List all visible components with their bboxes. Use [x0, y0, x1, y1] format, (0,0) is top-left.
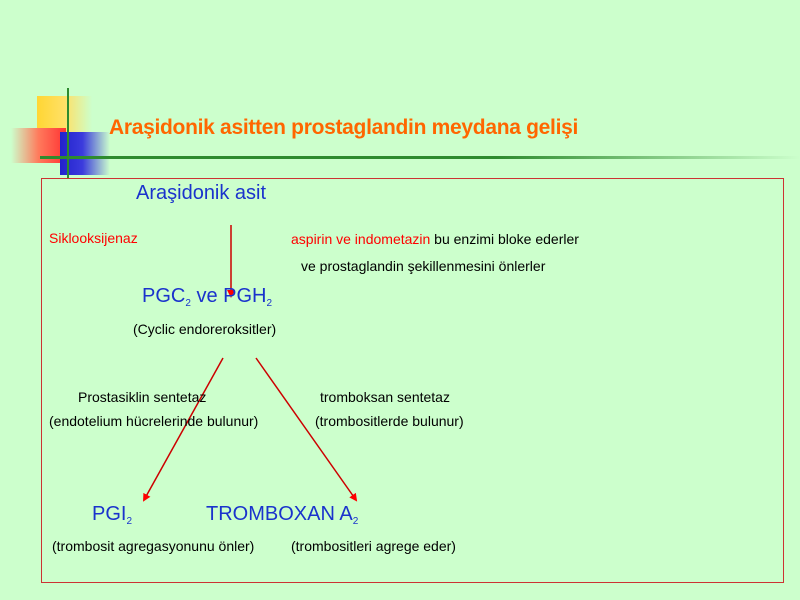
right-product: [206, 503, 358, 527]
source-label: Araşidonik asit: [136, 182, 267, 204]
arrow-left: [144, 358, 223, 500]
slide-title: Araşidonik asitten prostaglandin meydana gelişi: [109, 116, 579, 139]
enzyme-label: Siklooksijenaz: [49, 230, 138, 246]
intermediate-label: [142, 285, 272, 309]
inhibitor-drugs: aspirin ve indometazin: [291, 231, 431, 247]
intermediate-mid: ve PGH: [190, 285, 267, 307]
left-product-name: PGI: [92, 503, 127, 525]
intermediate-prefix: PGC: [142, 285, 186, 307]
right-product-sub: 2: [352, 516, 359, 527]
left-location: (endotelium hücrelerinde bulunur): [49, 413, 259, 429]
left-effect: (trombosit agregasyonunu önler): [52, 538, 255, 554]
intermediate-sub2: 2: [266, 298, 273, 309]
intermediate-desc: (Cyclic endoreroksitler): [133, 321, 277, 337]
right-location: (trombositlerde bulunur): [315, 413, 464, 429]
right-enzyme: tromboksan sentetaz: [320, 389, 450, 405]
left-product: [92, 503, 132, 527]
inhibitor-text: bu enzimi bloke ederler: [430, 231, 579, 247]
inhibitor-line: [291, 231, 579, 247]
intermediate-sub1: 2: [185, 298, 191, 309]
left-enzyme: Prostasiklin sentetaz: [78, 389, 207, 405]
left-product-sub: 2: [126, 516, 133, 527]
inhibitor-text-2: ve prostaglandin şekillenmesini önlerler: [301, 258, 546, 274]
right-product-name: TROMBOXAN A: [206, 503, 353, 525]
right-effect: (trombositleri agrege eder): [291, 538, 456, 554]
arrow-right: [256, 358, 356, 500]
